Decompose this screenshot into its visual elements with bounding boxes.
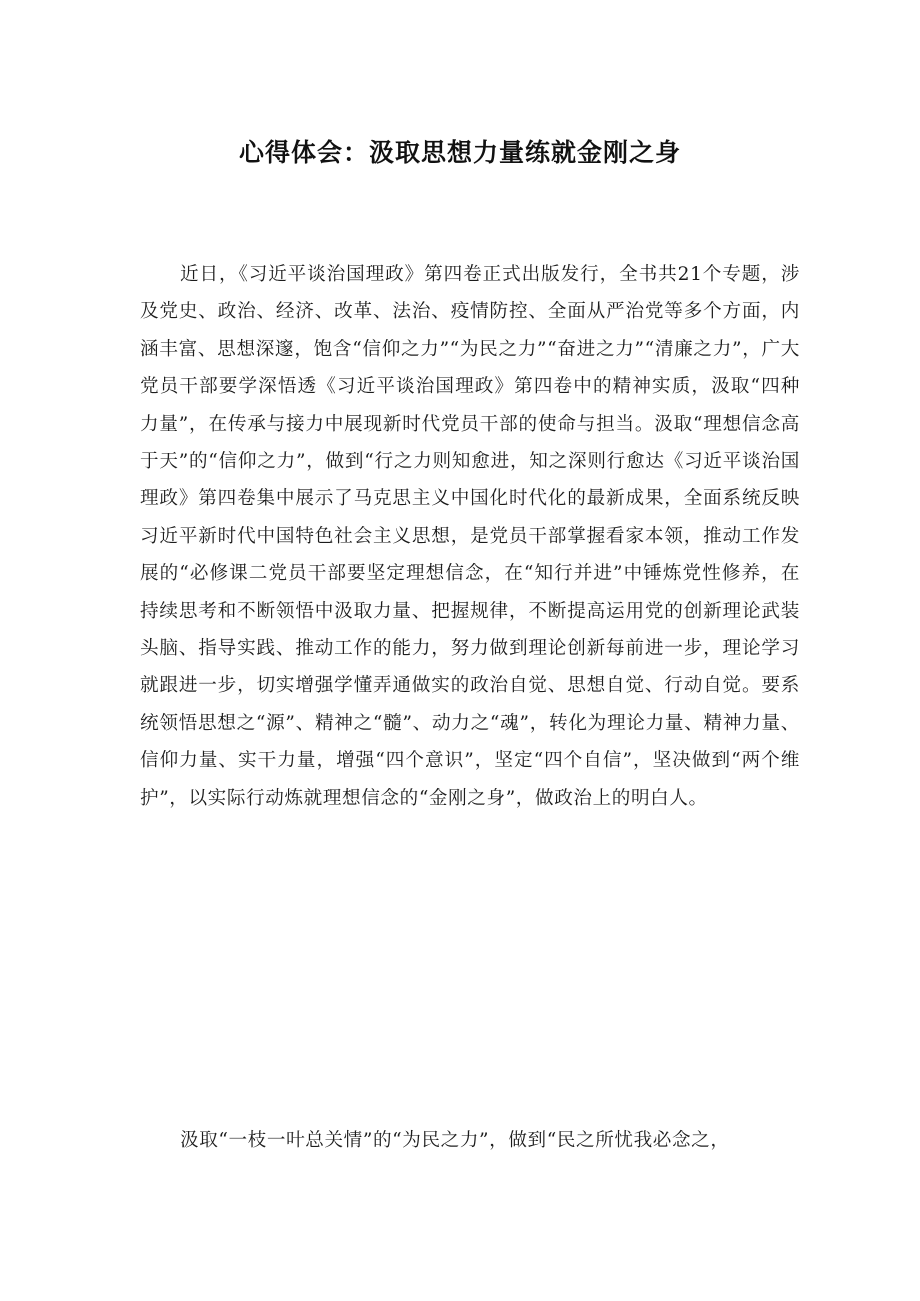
paragraph-2: 汲取“一枝一叶总关情”的“为民之力”，做到“民之所忧我必念之， [180,1130,730,1151]
paragraph-1: 近日，《习近平谈治国理政》第四卷正式出版发行，全书共21个专题，涉及党史、政治、经济、改革、法治、疫情防控、全面从严治党等多个方面，内涵丰富、思想深邃，饱含“信仰之力”“为民之力”“奋进之力”“清廉之力”，广大党员干部要学深悟透《习近平谈治国理政》第四卷中的精神实质，汲取“四种力量”，在传承与接力中展现新时代党员干部的使命与担当。汲取“理想信念高于天”的“信仰之力”，做到“行之力则知愈进，知之深则行愈达《习近平谈治国理政》第四卷集中展示了马克思主义中国化时代化的最新成果，全面系统反映习近平新时代中国特色社会主义思想，是党员干部掌握看家本领，推动工作发展的“必修课二党员干部要坚定理想信念，在“知行并进”中锤炼党性修养，在持续思考和不断领悟中汲取力量、把握规律，不断提高运用党的创新理论武装头脑、指导实践、推动工作的能力，努力做到理论创新每前进一步，理论学习就跟进一步，切实增强学懂弄通做实的政治自觉、思想自觉、行动自觉。要系统领悟思想之“源”、精神之“髓”、动力之“魂”，转化为理论力量、精神力量、信仰力量、实干力量，增强“四个意识”，坚定“四个自信”，坚决做到“两个维护”，以实际行动炼就理想信念的“金刚之身”，做政治上的明白人。 [140,264,800,809]
document-title: 心得体会：汲取思想力量练就金刚之身 [238,137,681,167]
